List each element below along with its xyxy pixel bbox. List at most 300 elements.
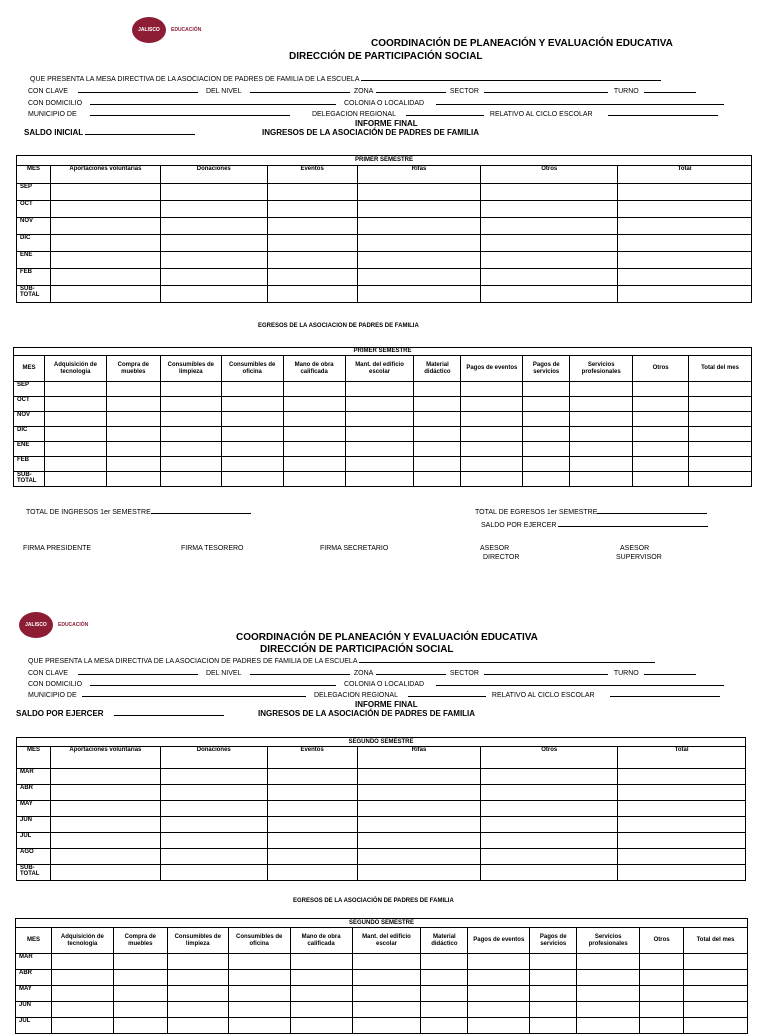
input-cell[interactable]: [283, 412, 345, 427]
input-cell[interactable]: [160, 769, 267, 785]
input-cell[interactable]: [51, 970, 113, 986]
input-cell[interactable]: [414, 382, 461, 397]
input-cell[interactable]: [357, 269, 481, 286]
input-cell[interactable]: [577, 1018, 640, 1034]
input-cell[interactable]: [357, 849, 481, 865]
col-oficina: Consumibles de oficina: [221, 356, 283, 382]
input-cell[interactable]: [684, 1002, 748, 1018]
semester-header: SEGUNDO SEMESTRE: [17, 738, 746, 747]
input-cell[interactable]: [618, 201, 752, 218]
input-cell[interactable]: [345, 397, 414, 412]
asesor-label: ASESOR: [480, 545, 510, 552]
table-row: [16, 1002, 748, 1018]
input-cell[interactable]: [113, 970, 167, 986]
input-cell[interactable]: [577, 954, 640, 970]
month-label: JUL: [16, 1018, 52, 1034]
input-cell[interactable]: [267, 235, 357, 252]
input-cell[interactable]: [352, 954, 421, 970]
input-cell[interactable]: [50, 184, 160, 201]
input-cell[interactable]: [160, 442, 221, 457]
input-cell[interactable]: [290, 970, 352, 986]
input-cell[interactable]: [640, 1018, 684, 1034]
input-cell[interactable]: [618, 235, 752, 252]
form-line-presenta: QUE PRESENTA LA MESA DIRECTIVA DE LA ASOCIACIÓN DE PADRES DE FAMILIA DE LA ESCUELA: [30, 76, 730, 83]
input-cell[interactable]: [684, 970, 748, 986]
total-egresos: TOTAL DE EGRESOS 1er SEMESTRE: [475, 509, 707, 516]
input-cell[interactable]: [160, 397, 221, 412]
input-cell[interactable]: [51, 954, 113, 970]
input-cell[interactable]: [530, 986, 577, 1002]
input-cell[interactable]: [684, 1018, 748, 1034]
ingresos-table-semester-2: [16, 737, 746, 881]
input-cell[interactable]: [523, 412, 570, 427]
input-cell[interactable]: [106, 472, 160, 487]
form-line-clave: CON CLAVE DEL NIVEL ZONA SECTOR TURNO: [28, 670, 728, 677]
month-label: OCT: [17, 201, 51, 218]
form-line-municipio: MUNICIPIO DE DELEGACIÓN REGIONAL RELATIVO AL CICLO ESCOLAR: [28, 692, 728, 699]
input-cell[interactable]: [421, 1018, 468, 1034]
input-cell[interactable]: [357, 286, 481, 303]
input-cell[interactable]: [167, 986, 228, 1002]
input-cell[interactable]: [414, 412, 461, 427]
header-direccion: DIRECCIÓN DE PARTICIPACIÓN SOCIAL: [289, 51, 483, 62]
month-label: DIC: [17, 235, 51, 252]
input-cell[interactable]: [523, 472, 570, 487]
input-cell[interactable]: [570, 457, 633, 472]
input-cell[interactable]: [221, 397, 283, 412]
table-row: [17, 849, 746, 865]
input-cell[interactable]: [44, 442, 106, 457]
input-cell[interactable]: [160, 865, 267, 881]
input-cell[interactable]: [352, 986, 421, 1002]
input-cell[interactable]: [618, 184, 752, 201]
input-cell[interactable]: [167, 1018, 228, 1034]
input-cell[interactable]: [51, 986, 113, 1002]
input-cell[interactable]: [106, 412, 160, 427]
input-cell[interactable]: [414, 472, 461, 487]
form-line-municipio: MUNICIPIO DE DELEGACIÓN REGIONAL RELATIVO AL CICLO ESCOLAR: [28, 111, 728, 118]
input-cell[interactable]: [481, 865, 618, 881]
input-cell[interactable]: [106, 442, 160, 457]
input-cell[interactable]: [113, 986, 167, 1002]
col-rifas: Rifas: [357, 166, 481, 184]
input-cell[interactable]: [167, 1002, 228, 1018]
input-cell[interactable]: [167, 954, 228, 970]
input-cell[interactable]: [618, 801, 746, 817]
input-cell[interactable]: [461, 457, 523, 472]
input-cell[interactable]: [577, 986, 640, 1002]
input-cell[interactable]: [421, 954, 468, 970]
input-cell[interactable]: [357, 235, 481, 252]
col-donaciones: Donaciones: [160, 747, 267, 769]
input-cell[interactable]: [50, 817, 160, 833]
input-cell[interactable]: [530, 970, 577, 986]
input-cell[interactable]: [481, 833, 618, 849]
input-cell[interactable]: [468, 1018, 530, 1034]
input-cell[interactable]: [421, 986, 468, 1002]
input-cell[interactable]: [414, 427, 461, 442]
input-cell[interactable]: [345, 427, 414, 442]
col-pagos-eventos: Pagos de eventos: [461, 356, 523, 382]
input-cell[interactable]: [461, 427, 523, 442]
input-cell[interactable]: [481, 785, 618, 801]
jalisco-seal-icon: JALISCO: [132, 17, 166, 43]
input-cell[interactable]: [290, 986, 352, 1002]
input-cell[interactable]: [481, 218, 618, 235]
input-cell[interactable]: [113, 1002, 167, 1018]
input-cell[interactable]: [570, 442, 633, 457]
input-cell[interactable]: [50, 269, 160, 286]
col-pagos-servicios: Pagos de servicios: [530, 928, 577, 954]
input-cell[interactable]: [689, 472, 752, 487]
input-cell[interactable]: [461, 472, 523, 487]
header-coordinacion: COORDINACIÓN DE PLANEACIÓN Y EVALUACIÓN EDUCATIVA: [236, 632, 538, 643]
input-cell[interactable]: [345, 457, 414, 472]
input-cell[interactable]: [267, 269, 357, 286]
input-cell[interactable]: [50, 218, 160, 235]
input-cell[interactable]: [633, 427, 689, 442]
input-cell[interactable]: [160, 817, 267, 833]
input-cell[interactable]: [345, 472, 414, 487]
input-cell[interactable]: [50, 833, 160, 849]
input-cell[interactable]: [357, 833, 481, 849]
input-cell[interactable]: [352, 1002, 421, 1018]
col-pagos-servicios: Pagos de servicios: [523, 356, 570, 382]
input-cell[interactable]: [684, 954, 748, 970]
col-donaciones: Donaciones: [160, 166, 267, 184]
input-cell[interactable]: [283, 427, 345, 442]
input-cell[interactable]: [221, 427, 283, 442]
input-cell[interactable]: [570, 412, 633, 427]
input-cell[interactable]: [570, 382, 633, 397]
input-cell[interactable]: [228, 970, 290, 986]
month-label: JUL: [17, 833, 51, 849]
input-cell[interactable]: [357, 865, 481, 881]
input-cell[interactable]: [345, 382, 414, 397]
input-cell[interactable]: [160, 252, 267, 269]
input-cell[interactable]: [570, 427, 633, 442]
input-cell[interactable]: [221, 412, 283, 427]
input-cell[interactable]: [468, 986, 530, 1002]
input-cell[interactable]: [357, 184, 481, 201]
input-cell[interactable]: [352, 1018, 421, 1034]
input-cell[interactable]: [106, 397, 160, 412]
table-row: [14, 397, 752, 412]
col-total-mes: Total del mes: [684, 928, 748, 954]
input-cell[interactable]: [530, 1002, 577, 1018]
month-label: MAR: [17, 769, 51, 785]
input-cell[interactable]: [481, 801, 618, 817]
input-cell[interactable]: [481, 849, 618, 865]
input-cell[interactable]: [51, 1018, 113, 1034]
input-cell[interactable]: [160, 218, 267, 235]
input-cell[interactable]: [357, 785, 481, 801]
input-cell[interactable]: [481, 184, 618, 201]
col-material: Material didáctico: [414, 356, 461, 382]
header-coordinacion: COORDINACIÓN DE PLANEACIÓN Y EVALUACIÓN EDUCATIVA: [371, 38, 673, 49]
input-cell[interactable]: [345, 412, 414, 427]
input-cell[interactable]: [618, 769, 746, 785]
input-cell[interactable]: [689, 442, 752, 457]
col-muebles: Compra de muebles: [113, 928, 167, 954]
input-cell[interactable]: [468, 954, 530, 970]
input-cell[interactable]: [290, 1002, 352, 1018]
input-cell[interactable]: [570, 472, 633, 487]
saldo-por-ejercer: SALDO POR EJERCER: [481, 522, 708, 529]
input-cell[interactable]: [481, 817, 618, 833]
input-cell[interactable]: [160, 472, 221, 487]
input-cell[interactable]: [689, 382, 752, 397]
input-cell[interactable]: [421, 970, 468, 986]
input-cell[interactable]: [267, 286, 357, 303]
input-cell[interactable]: [44, 397, 106, 412]
input-cell[interactable]: [44, 457, 106, 472]
input-cell[interactable]: [228, 1018, 290, 1034]
input-cell[interactable]: [267, 865, 357, 881]
input-cell[interactable]: [160, 269, 267, 286]
input-cell[interactable]: [113, 1018, 167, 1034]
input-cell[interactable]: [633, 442, 689, 457]
input-cell[interactable]: [414, 397, 461, 412]
input-cell[interactable]: [160, 801, 267, 817]
month-label: DIC: [14, 427, 45, 442]
input-cell[interactable]: [228, 986, 290, 1002]
input-cell[interactable]: [357, 817, 481, 833]
input-cell[interactable]: [352, 970, 421, 986]
input-cell[interactable]: [106, 457, 160, 472]
input-cell[interactable]: [113, 954, 167, 970]
input-cell[interactable]: [44, 412, 106, 427]
input-cell[interactable]: [481, 252, 618, 269]
input-cell[interactable]: [160, 412, 221, 427]
table-row: [17, 801, 746, 817]
col-mano-obra: Mano de obra calificada: [290, 928, 352, 954]
input-cell[interactable]: [421, 1002, 468, 1018]
input-cell[interactable]: [267, 184, 357, 201]
semester-header: PRIMER SEMESTRE: [14, 348, 752, 356]
input-cell[interactable]: [640, 986, 684, 1002]
egresos-title: EGRESOS DE LA ASOCIACIÓN DE PADRES DE FAMILIA: [293, 898, 454, 904]
input-cell[interactable]: [50, 865, 160, 881]
input-cell[interactable]: [267, 218, 357, 235]
input-cell[interactable]: [414, 457, 461, 472]
input-cell[interactable]: [570, 397, 633, 412]
input-cell[interactable]: [345, 442, 414, 457]
table-row: [17, 817, 746, 833]
input-cell[interactable]: [267, 769, 357, 785]
col-total-mes: Total del mes: [689, 356, 752, 382]
input-cell[interactable]: [44, 427, 106, 442]
input-cell[interactable]: [160, 849, 267, 865]
input-cell[interactable]: [481, 269, 618, 286]
input-cell[interactable]: [50, 201, 160, 218]
col-mes: MES: [16, 928, 52, 954]
input-cell[interactable]: [50, 849, 160, 865]
input-cell[interactable]: [44, 382, 106, 397]
input-cell[interactable]: [640, 954, 684, 970]
input-cell[interactable]: [530, 1018, 577, 1034]
input-cell[interactable]: [221, 442, 283, 457]
input-cell[interactable]: [523, 442, 570, 457]
input-cell[interactable]: [461, 442, 523, 457]
col-limpieza: Consumibles de limpieza: [160, 356, 221, 382]
input-cell[interactable]: [640, 1002, 684, 1018]
input-cell[interactable]: [267, 817, 357, 833]
input-cell[interactable]: [481, 286, 618, 303]
input-cell[interactable]: [523, 457, 570, 472]
month-label: FEB: [17, 269, 51, 286]
input-cell[interactable]: [50, 785, 160, 801]
input-cell[interactable]: [290, 1018, 352, 1034]
input-cell[interactable]: [267, 785, 357, 801]
input-cell[interactable]: [160, 427, 221, 442]
table-row: [17, 201, 752, 218]
input-cell[interactable]: [160, 286, 267, 303]
input-cell[interactable]: [618, 252, 752, 269]
input-cell[interactable]: [50, 235, 160, 252]
input-cell[interactable]: [357, 769, 481, 785]
table-row: [14, 412, 752, 427]
input-cell[interactable]: [577, 970, 640, 986]
input-cell[interactable]: [618, 785, 746, 801]
input-cell[interactable]: [283, 382, 345, 397]
input-cell[interactable]: [523, 382, 570, 397]
asesor-supervisor-label: SUPERVISOR: [616, 554, 662, 561]
col-material: Material didáctico: [421, 928, 468, 954]
input-cell[interactable]: [523, 427, 570, 442]
table-row: [17, 269, 752, 286]
input-cell[interactable]: [51, 1002, 113, 1018]
input-cell[interactable]: [633, 397, 689, 412]
input-cell[interactable]: [267, 833, 357, 849]
input-cell[interactable]: [618, 286, 752, 303]
input-cell[interactable]: [160, 382, 221, 397]
month-label: ABR: [17, 785, 51, 801]
form-line-presenta: QUE PRESENTA LA MESA DIRECTIVA DE LA ASOCIACIÓN DE PADRES DE FAMILIA DE LA ESCUELA: [28, 658, 728, 665]
input-cell[interactable]: [160, 785, 267, 801]
input-cell[interactable]: [468, 1002, 530, 1018]
input-cell[interactable]: [160, 833, 267, 849]
input-cell[interactable]: [357, 252, 481, 269]
month-label: FEB: [14, 457, 45, 472]
form-line-domicilio: CON DOMICILIO COLONIA O LOCALIDAD: [28, 100, 728, 107]
input-cell[interactable]: [267, 801, 357, 817]
input-cell[interactable]: [684, 986, 748, 1002]
input-cell[interactable]: [106, 382, 160, 397]
table-row: [17, 769, 746, 785]
input-cell[interactable]: [618, 849, 746, 865]
input-cell[interactable]: [461, 397, 523, 412]
input-cell[interactable]: [221, 457, 283, 472]
input-cell[interactable]: [283, 442, 345, 457]
month-label: MAR: [16, 954, 52, 970]
firma-tesorero: FIRMA TESORERO: [181, 545, 244, 552]
col-eventos: Eventos: [267, 747, 357, 769]
input-cell[interactable]: [160, 184, 267, 201]
input-cell[interactable]: [160, 235, 267, 252]
input-cell[interactable]: [160, 201, 267, 218]
input-cell[interactable]: [167, 970, 228, 986]
input-cell[interactable]: [618, 269, 752, 286]
input-cell[interactable]: [44, 472, 106, 487]
input-cell[interactable]: [523, 397, 570, 412]
input-cell[interactable]: [50, 769, 160, 785]
input-cell[interactable]: [689, 412, 752, 427]
ingresos-title: INGRESOS DE LA ASOCIACIÓN DE PADRES DE FAMILIA: [262, 128, 480, 137]
input-cell[interactable]: [267, 201, 357, 218]
month-label: JUN: [17, 817, 51, 833]
input-cell[interactable]: [267, 849, 357, 865]
input-cell[interactable]: [357, 218, 481, 235]
input-cell[interactable]: [414, 442, 461, 457]
table-row: [17, 785, 746, 801]
input-cell[interactable]: [618, 833, 746, 849]
input-cell[interactable]: [633, 382, 689, 397]
input-cell[interactable]: [221, 472, 283, 487]
input-cell[interactable]: [267, 252, 357, 269]
input-cell[interactable]: [689, 457, 752, 472]
input-cell[interactable]: [633, 412, 689, 427]
input-cell[interactable]: [221, 382, 283, 397]
col-otros: Otros: [633, 356, 689, 382]
input-cell[interactable]: [283, 472, 345, 487]
input-cell[interactable]: [633, 457, 689, 472]
input-cell[interactable]: [618, 817, 746, 833]
input-cell[interactable]: [640, 970, 684, 986]
input-cell[interactable]: [468, 970, 530, 986]
input-cell[interactable]: [228, 1002, 290, 1018]
input-cell[interactable]: [50, 286, 160, 303]
input-cell[interactable]: [461, 412, 523, 427]
col-tecnologia: Adquisición de tecnología: [51, 928, 113, 954]
input-cell[interactable]: [633, 472, 689, 487]
input-cell[interactable]: [50, 801, 160, 817]
table-row: [17, 833, 746, 849]
month-label: SEP: [17, 184, 51, 201]
input-cell[interactable]: [689, 427, 752, 442]
input-cell[interactable]: [618, 865, 746, 881]
table-row: [16, 986, 748, 1002]
col-total: Total: [618, 166, 752, 184]
input-cell[interactable]: [160, 457, 221, 472]
input-cell[interactable]: [106, 427, 160, 442]
col-mes: MES: [14, 356, 45, 382]
month-label: MAY: [16, 986, 52, 1002]
input-cell[interactable]: [689, 397, 752, 412]
col-mes: MES: [17, 747, 51, 769]
input-cell[interactable]: [481, 235, 618, 252]
jalisco-logo: [19, 612, 88, 638]
input-cell[interactable]: [228, 954, 290, 970]
input-cell[interactable]: [50, 252, 160, 269]
form-line-domicilio: CON DOMICILIO COLONIA O LOCALIDAD: [28, 681, 728, 688]
input-cell[interactable]: [530, 954, 577, 970]
semester-header: SEGUNDO SEMESTRE: [16, 919, 748, 928]
input-cell[interactable]: [357, 801, 481, 817]
input-cell[interactable]: [290, 954, 352, 970]
input-cell[interactable]: [461, 382, 523, 397]
input-cell[interactable]: [577, 1002, 640, 1018]
table-row: [17, 286, 752, 303]
input-cell[interactable]: [357, 201, 481, 218]
input-cell[interactable]: [618, 218, 752, 235]
month-label: MAY: [17, 801, 51, 817]
input-cell[interactable]: [283, 457, 345, 472]
input-cell[interactable]: [481, 769, 618, 785]
table-row: [16, 970, 748, 986]
input-cell[interactable]: [283, 397, 345, 412]
input-cell[interactable]: [481, 201, 618, 218]
